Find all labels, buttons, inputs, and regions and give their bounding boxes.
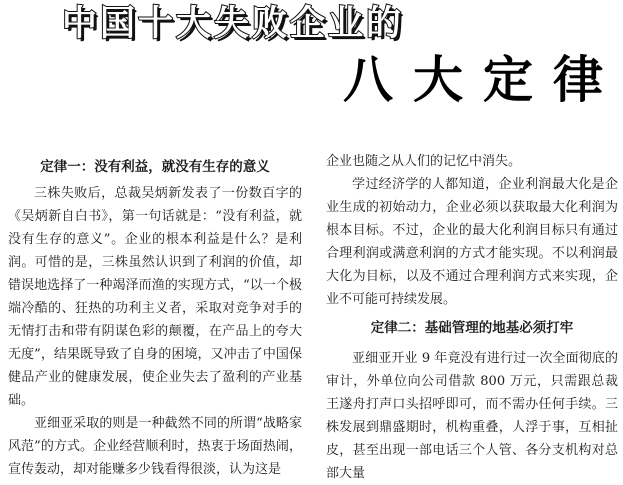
article-title-main: 八大定律: [343, 51, 623, 109]
law2-heading: 定律二：基础管理的地基必须打牢: [370, 320, 574, 336]
right-column: [326, 150, 618, 485]
article-title-top: 中国十大失败企业的: [62, 4, 405, 44]
law1-paragraph-1: 三株失败后，总裁吴炳新发表了一份数百字的《吴炳新自白书》，第一句话就是：“没有利益，就没有生存的意义”。企业的根本利益是什么？是利润。可惜的是，三株虽然认识到了利润的价值，却错误地选择了一种竭泽而渔的实现方式，“以一个极端冷酷的、狂热的功利主义者，采取对竞争对手的无情打击和带有阴谋色彩的颠覆，在产品上的夸大无度”，结果既导致了自身的困境，又冲击了中国保健品产业的健康发展，使企业失去了盈利的产业基础。: [8, 186, 302, 408]
law1-continued-paragraph-1: 企业也随之从人们的记忆中消失。: [326, 154, 522, 169]
law1-continued-paragraph-2: 学过经济学的人都知道，企业利润最大化是企业生成的初始动力，企业必须以获取最大化利润为根本目标。不过，企业的最大化利润目标只有通过合理利润或满意利润的方式才能实现。不以利润最大化为目标，以及不通过合理利润方式来实现，企业不可能可持续发展。: [326, 177, 618, 307]
left-column: [8, 150, 302, 481]
law1-paragraph-2: 亚细亚采取的则是一种截然不同的所谓“战略家风范”的方式。企业经营顺利时，热衷于场面热闹，宣传轰动，却对能赚多少钱看得很淡，认为这是: [8, 416, 302, 477]
law1-heading: 定律一：没有利益，就没有生存的意义: [40, 159, 270, 175]
law2-paragraph-1: 亚细亚开业 9 年竟没有进行过一次全面彻底的审计，外单位向公司借款 800 万元，只需跟总裁王遂舟打声口头招呼即可，而不需办任何手续。三株发展到鼎盛期时，机构重叠，人浮于事，互相扯皮，甚至出现一部电话三个人管、各分支机构对总部大量: [326, 351, 618, 481]
